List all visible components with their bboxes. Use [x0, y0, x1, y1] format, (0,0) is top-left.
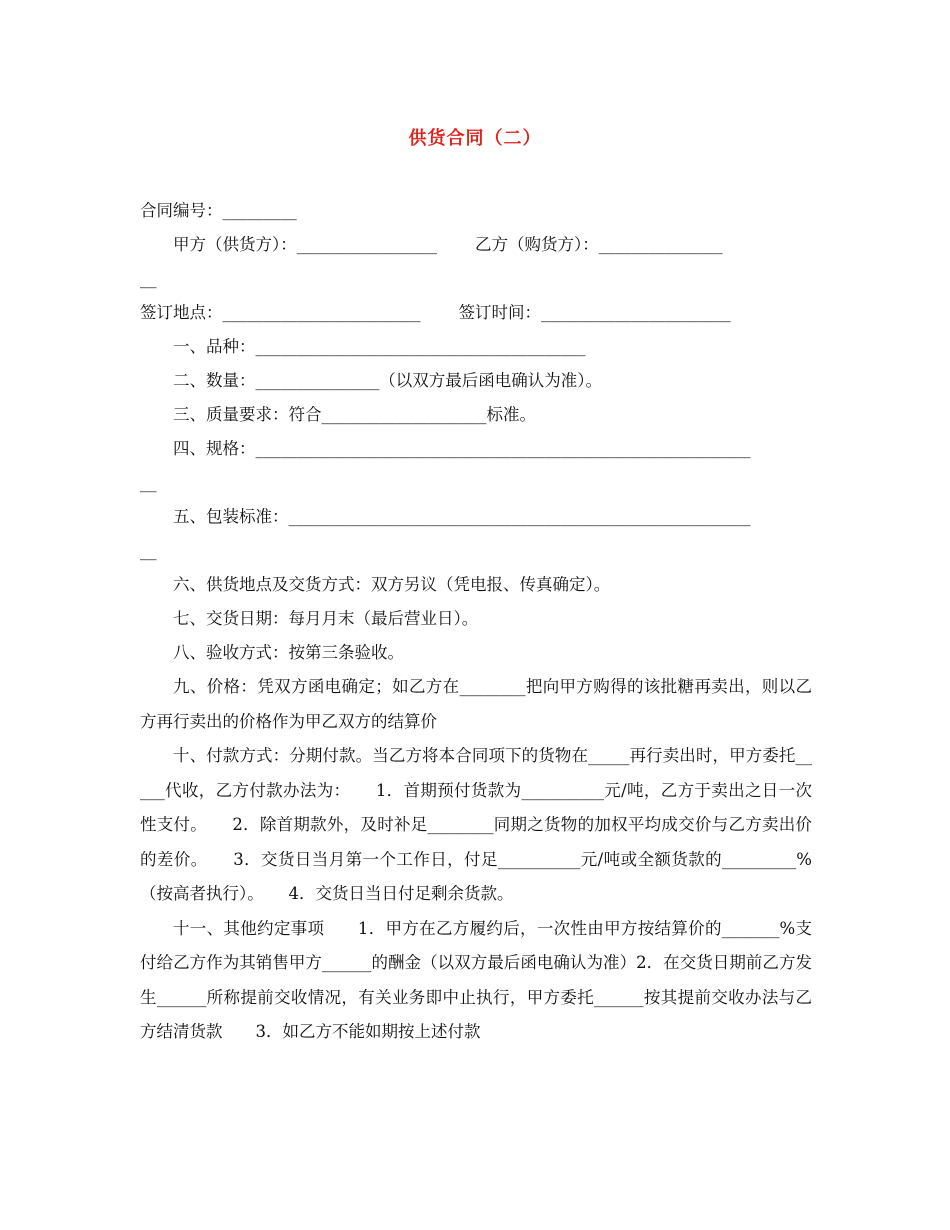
clause-specification: 四、规格：____________________________________________________________	[173, 439, 751, 458]
party-b-field: 乙方（购货方）：_______________	[475, 235, 723, 254]
clause-specification-wrap: __	[140, 473, 157, 492]
clause-price: 九、价格：凭双方函电确定；如乙方在________把向甲方购得的该批糖再卖出，则以乙方再行卖出的价格作为甲乙双方的结算价	[140, 677, 812, 731]
clause-acceptance: 八、验收方式：按第三条验收。	[173, 643, 404, 662]
sign-time-field: 签订时间：_______________________	[458, 303, 731, 322]
clause-other-terms: 十一、其他约定事项 1．甲方在乙方履约后，一次性由甲方按结算价的_______%支付给乙方作为其销售甲方______的酬金（以双方最后函电确认为准）2．在交货日期前乙方发生______所称提前交收情况，有关业务即中止执行，甲方委托______按其提前交收办法与乙方结清货款 3．如乙方不能如期按上述付款	[140, 918, 812, 1041]
clause-packaging: 五、包装标准：________________________________________________________	[173, 507, 751, 526]
party-a-field: 甲方（供货方）：_________________	[173, 235, 437, 254]
clause-payment: 十、付款方式：分期付款。当乙方将本合同项下的货物在_____再行卖出时，甲方委托_____代收，乙方付款办法为： 1．首期预付货款为__________元/吨，乙方于卖出之日一次性支付。 2．除首期款外，及时补足________同期之货物的加权平均成交价与乙方卖出价的差价。 3．交货日当月第一个工作日，付足__________元/吨或全额货款的_________%（按高者执行）。 4．交货日当日付足剩余货款。	[140, 746, 812, 903]
contract-number-line: 合同编号：_________	[140, 201, 297, 220]
document-title: 供货合同（二）	[408, 128, 542, 149]
clause-quality: 三、质量要求：符合____________________标准。	[173, 405, 536, 424]
parties-line	[140, 228, 812, 262]
clause-variety: 一、品种：________________________________________	[173, 337, 586, 356]
clause-delivery-place: 六、供货地点及交货方式：双方另议（凭电报、传真确定）。	[173, 575, 611, 594]
document-body	[140, 194, 812, 1050]
clause-delivery-date: 七、交货日期：每月月末（最后营业日）。	[173, 609, 479, 628]
sign-place-field: 签订地点：________________________	[140, 303, 421, 322]
signing-line	[140, 296, 812, 330]
clause-packaging-wrap: __	[140, 541, 157, 560]
parties-line-wrap: __	[140, 269, 157, 288]
clause-quantity: 二、数量：_______________（以双方最后函电确认为准）。	[173, 371, 602, 390]
